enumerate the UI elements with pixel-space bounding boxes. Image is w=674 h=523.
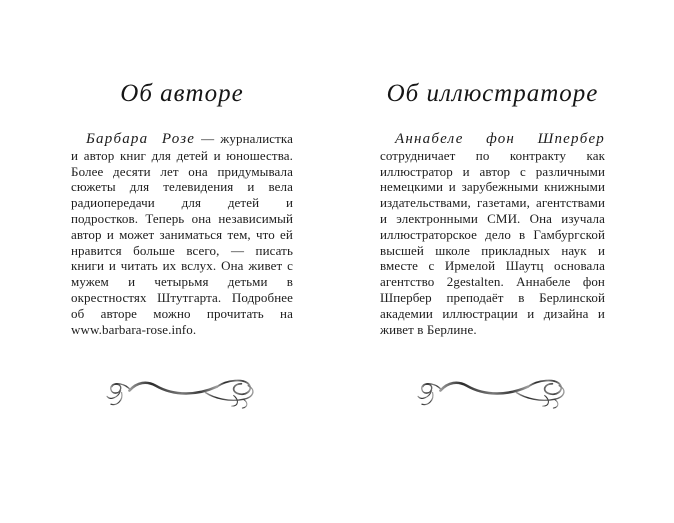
illustrator-bio-text: сотрудничает по контракту как иллюстратор и автор с различными немецкими и зарубежными книжными издательствами, газетами, агентствами и электронными СМИ. Она изучала иллюстраторское дело в Гамбургской высшей школе прикладных наук и вместе с Ирмелой Шаутц основала агентство 2gestalten. Аннабеле фон Шпербер преподаёт в Берлинской академии иллюстрации и дизайна и живет в Берлине. [380, 147, 605, 337]
illustrator-name: Аннабеле фон Шпербер [395, 131, 605, 147]
flourish-ornament-icon [71, 374, 293, 412]
author-website-url: www.barbara-rose.info [71, 321, 193, 337]
author-bio-text: — журналистка и автор книг для детей и юношества. Более десяти лет она придумывала сюжеты для телевидения и вела радиопередачи для детей и подростков. Теперь она независимый автор и может заниматься тем, что ей нравится больше всего, — писать книги и читать их вслух. Она живет с мужем и четырьмя детьми в окрестностях Штутгарта. Подробнее об авторе можно прочитать на [71, 131, 293, 321]
author-bio-text-end: . [192, 321, 197, 337]
right-page-title: Об иллюстраторе [386, 80, 599, 107]
right-page-about-illustrator [380, 80, 605, 412]
illustrator-bio-paragraph [380, 131, 605, 337]
author-name: Барбара Розе [86, 131, 196, 147]
left-page-title: Об авторе [120, 80, 244, 107]
left-page-about-author [71, 80, 293, 412]
author-bio-paragraph [71, 131, 293, 337]
flourish-ornament-icon [380, 374, 605, 412]
